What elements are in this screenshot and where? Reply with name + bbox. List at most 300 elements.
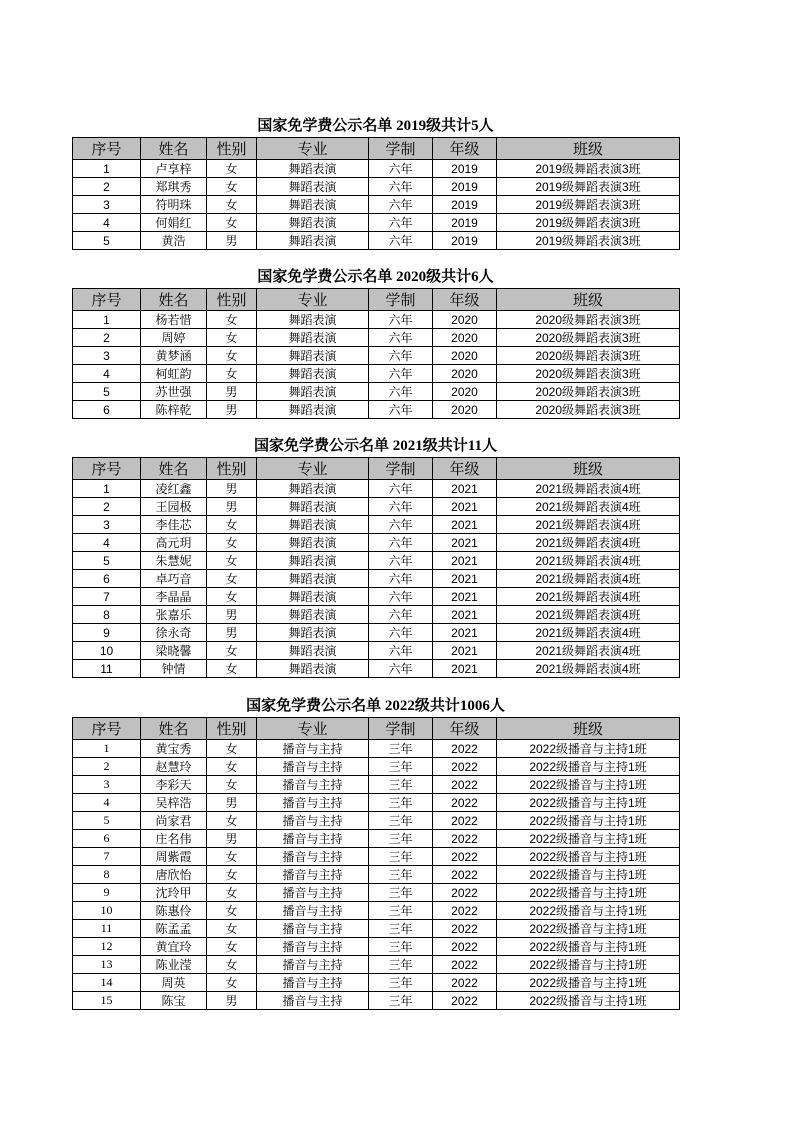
header-major: 专业 bbox=[257, 458, 369, 480]
cell-seq: 2 bbox=[73, 178, 141, 196]
cell-gender: 男 bbox=[207, 498, 257, 516]
cell-duration: 六年 bbox=[369, 214, 433, 232]
cell-class: 2020级舞蹈表演3班 bbox=[497, 365, 680, 383]
cell-name: 王园极 bbox=[141, 498, 207, 516]
header-gender: 性别 bbox=[207, 289, 257, 311]
cell-name: 黄浩 bbox=[141, 232, 207, 250]
table-row bbox=[73, 794, 680, 812]
cell-seq: 6 bbox=[73, 401, 141, 419]
header-seq: 序号 bbox=[73, 718, 141, 740]
cell-grade: 2020 bbox=[433, 383, 497, 401]
cell-grade: 2021 bbox=[433, 480, 497, 498]
cell-major: 播音与主持 bbox=[257, 794, 369, 812]
cell-major: 播音与主持 bbox=[257, 884, 369, 902]
cell-seq: 8 bbox=[73, 866, 141, 884]
cell-class: 2020级舞蹈表演3班 bbox=[497, 311, 680, 329]
cell-name: 周英 bbox=[141, 974, 207, 992]
header-gender: 性别 bbox=[207, 458, 257, 480]
cell-grade: 2022 bbox=[433, 974, 497, 992]
table-row bbox=[73, 498, 680, 516]
cell-class: 2019级舞蹈表演3班 bbox=[497, 160, 680, 178]
cell-duration: 六年 bbox=[369, 329, 433, 347]
table-row bbox=[73, 196, 680, 214]
cell-duration: 三年 bbox=[369, 794, 433, 812]
cell-gender: 女 bbox=[207, 588, 257, 606]
cell-gender: 女 bbox=[207, 178, 257, 196]
cell-name: 何娟红 bbox=[141, 214, 207, 232]
table-row bbox=[73, 516, 680, 534]
cell-class: 2022级播音与主持1班 bbox=[497, 884, 680, 902]
cell-major: 播音与主持 bbox=[257, 776, 369, 794]
cell-class: 2021级舞蹈表演4班 bbox=[497, 534, 680, 552]
cell-name: 杨若惜 bbox=[141, 311, 207, 329]
table-row bbox=[73, 992, 680, 1010]
cell-duration: 六年 bbox=[369, 311, 433, 329]
table-row bbox=[73, 232, 680, 250]
cell-class: 2021级舞蹈表演4班 bbox=[497, 660, 680, 678]
cell-grade: 2022 bbox=[433, 758, 497, 776]
cell-duration: 六年 bbox=[369, 383, 433, 401]
cell-gender: 女 bbox=[207, 534, 257, 552]
cell-duration: 六年 bbox=[369, 178, 433, 196]
roster-title: 国家免学费公示名单 2020级共计6人 bbox=[257, 269, 494, 285]
cell-major: 舞蹈表演 bbox=[257, 178, 369, 196]
cell-name: 李佳芯 bbox=[141, 516, 207, 534]
cell-name: 陈宝 bbox=[141, 992, 207, 1010]
table-row bbox=[73, 758, 680, 776]
table-row bbox=[73, 848, 680, 866]
cell-gender: 女 bbox=[207, 365, 257, 383]
cell-name: 陈孟孟 bbox=[141, 920, 207, 938]
cell-name: 黄宜玲 bbox=[141, 938, 207, 956]
cell-gender: 女 bbox=[207, 776, 257, 794]
cell-major: 舞蹈表演 bbox=[257, 365, 369, 383]
cell-major: 播音与主持 bbox=[257, 902, 369, 920]
cell-gender: 女 bbox=[207, 812, 257, 830]
cell-duration: 三年 bbox=[369, 776, 433, 794]
cell-major: 舞蹈表演 bbox=[257, 232, 369, 250]
cell-gender: 女 bbox=[207, 214, 257, 232]
cell-seq: 10 bbox=[73, 642, 141, 660]
cell-gender: 女 bbox=[207, 956, 257, 974]
roster-title: 国家免学费公示名单 2021级共计11人 bbox=[254, 438, 497, 454]
cell-grade: 2022 bbox=[433, 848, 497, 866]
cell-seq: 11 bbox=[73, 920, 141, 938]
cell-grade: 2022 bbox=[433, 776, 497, 794]
header-major: 专业 bbox=[257, 718, 369, 740]
cell-class: 2021级舞蹈表演4班 bbox=[497, 624, 680, 642]
cell-class: 2019级舞蹈表演3班 bbox=[497, 196, 680, 214]
header-major: 专业 bbox=[257, 138, 369, 160]
table-row bbox=[73, 401, 680, 419]
cell-name: 苏世强 bbox=[141, 383, 207, 401]
cell-gender: 女 bbox=[207, 347, 257, 365]
roster-2021 bbox=[72, 438, 679, 678]
header-grade: 年级 bbox=[433, 138, 497, 160]
cell-grade: 2022 bbox=[433, 866, 497, 884]
cell-grade: 2019 bbox=[433, 160, 497, 178]
table-row bbox=[73, 311, 680, 329]
table-row bbox=[73, 866, 680, 884]
header-class: 班级 bbox=[497, 458, 680, 480]
table-row bbox=[73, 365, 680, 383]
header-duration: 学制 bbox=[369, 458, 433, 480]
cell-grade: 2021 bbox=[433, 552, 497, 570]
table-row bbox=[73, 920, 680, 938]
cell-class: 2022级播音与主持1班 bbox=[497, 776, 680, 794]
cell-grade: 2022 bbox=[433, 794, 497, 812]
cell-gender: 男 bbox=[207, 480, 257, 498]
cell-major: 播音与主持 bbox=[257, 938, 369, 956]
header-seq: 序号 bbox=[73, 458, 141, 480]
cell-duration: 六年 bbox=[369, 401, 433, 419]
cell-name: 凌红鑫 bbox=[141, 480, 207, 498]
cell-gender: 男 bbox=[207, 794, 257, 812]
cell-grade: 2020 bbox=[433, 347, 497, 365]
cell-duration: 三年 bbox=[369, 848, 433, 866]
header-row bbox=[73, 289, 680, 311]
cell-gender: 女 bbox=[207, 902, 257, 920]
table-row bbox=[73, 938, 680, 956]
cell-major: 舞蹈表演 bbox=[257, 401, 369, 419]
cell-major: 舞蹈表演 bbox=[257, 606, 369, 624]
cell-grade: 2022 bbox=[433, 920, 497, 938]
cell-duration: 六年 bbox=[369, 160, 433, 178]
header-gender: 性别 bbox=[207, 718, 257, 740]
cell-gender: 女 bbox=[207, 329, 257, 347]
cell-seq: 1 bbox=[73, 160, 141, 178]
table-row bbox=[73, 347, 680, 365]
cell-seq: 2 bbox=[73, 498, 141, 516]
cell-class: 2021级舞蹈表演4班 bbox=[497, 606, 680, 624]
table-row bbox=[73, 624, 680, 642]
cell-duration: 三年 bbox=[369, 830, 433, 848]
table-row bbox=[73, 329, 680, 347]
table-row bbox=[73, 902, 680, 920]
cell-name: 陈业滢 bbox=[141, 956, 207, 974]
cell-name: 梁晓馨 bbox=[141, 642, 207, 660]
cell-duration: 六年 bbox=[369, 534, 433, 552]
roster-table bbox=[72, 288, 680, 419]
cell-major: 舞蹈表演 bbox=[257, 624, 369, 642]
cell-class: 2022级播音与主持1班 bbox=[497, 812, 680, 830]
cell-duration: 六年 bbox=[369, 660, 433, 678]
cell-name: 吴梓浩 bbox=[141, 794, 207, 812]
cell-seq: 1 bbox=[73, 740, 141, 758]
cell-major: 舞蹈表演 bbox=[257, 214, 369, 232]
header-class: 班级 bbox=[497, 718, 680, 740]
cell-gender: 女 bbox=[207, 740, 257, 758]
cell-name: 钟情 bbox=[141, 660, 207, 678]
cell-class: 2022级播音与主持1班 bbox=[497, 848, 680, 866]
cell-name: 唐欣怡 bbox=[141, 866, 207, 884]
table-row bbox=[73, 588, 680, 606]
cell-name: 李彩天 bbox=[141, 776, 207, 794]
cell-seq: 8 bbox=[73, 606, 141, 624]
cell-duration: 三年 bbox=[369, 938, 433, 956]
cell-grade: 2020 bbox=[433, 365, 497, 383]
cell-name: 卓巧音 bbox=[141, 570, 207, 588]
cell-major: 播音与主持 bbox=[257, 740, 369, 758]
cell-class: 2022级播音与主持1班 bbox=[497, 740, 680, 758]
roster-table bbox=[72, 137, 680, 250]
cell-class: 2022级播音与主持1班 bbox=[497, 956, 680, 974]
cell-grade: 2019 bbox=[433, 178, 497, 196]
cell-name: 卢享梓 bbox=[141, 160, 207, 178]
cell-major: 播音与主持 bbox=[257, 992, 369, 1010]
cell-duration: 六年 bbox=[369, 642, 433, 660]
cell-seq: 13 bbox=[73, 956, 141, 974]
table-row bbox=[73, 178, 680, 196]
cell-duration: 六年 bbox=[369, 606, 433, 624]
cell-name: 张嘉乐 bbox=[141, 606, 207, 624]
cell-name: 李晶晶 bbox=[141, 588, 207, 606]
cell-gender: 女 bbox=[207, 920, 257, 938]
header-class: 班级 bbox=[497, 138, 680, 160]
roster-table bbox=[72, 717, 680, 1010]
cell-seq: 1 bbox=[73, 480, 141, 498]
header-gender: 性别 bbox=[207, 138, 257, 160]
cell-name: 赵慧玲 bbox=[141, 758, 207, 776]
cell-grade: 2021 bbox=[433, 660, 497, 678]
table-row bbox=[73, 884, 680, 902]
cell-gender: 男 bbox=[207, 232, 257, 250]
table-row bbox=[73, 830, 680, 848]
cell-class: 2020级舞蹈表演3班 bbox=[497, 401, 680, 419]
cell-major: 播音与主持 bbox=[257, 866, 369, 884]
cell-duration: 三年 bbox=[369, 866, 433, 884]
cell-name: 庄名伟 bbox=[141, 830, 207, 848]
cell-seq: 7 bbox=[73, 588, 141, 606]
cell-major: 舞蹈表演 bbox=[257, 383, 369, 401]
cell-class: 2021级舞蹈表演4班 bbox=[497, 642, 680, 660]
cell-grade: 2022 bbox=[433, 740, 497, 758]
table-row bbox=[73, 214, 680, 232]
cell-gender: 女 bbox=[207, 938, 257, 956]
cell-duration: 三年 bbox=[369, 758, 433, 776]
cell-seq: 5 bbox=[73, 812, 141, 830]
cell-grade: 2021 bbox=[433, 624, 497, 642]
cell-duration: 六年 bbox=[369, 570, 433, 588]
table-row bbox=[73, 956, 680, 974]
table-row bbox=[73, 606, 680, 624]
cell-grade: 2022 bbox=[433, 902, 497, 920]
cell-class: 2022级播音与主持1班 bbox=[497, 794, 680, 812]
table-row bbox=[73, 660, 680, 678]
cell-class: 2021级舞蹈表演4班 bbox=[497, 570, 680, 588]
cell-seq: 5 bbox=[73, 383, 141, 401]
cell-gender: 女 bbox=[207, 311, 257, 329]
cell-name: 沈玲甲 bbox=[141, 884, 207, 902]
cell-seq: 4 bbox=[73, 534, 141, 552]
cell-class: 2021级舞蹈表演4班 bbox=[497, 516, 680, 534]
cell-class: 2021级舞蹈表演4班 bbox=[497, 588, 680, 606]
cell-name: 周紫霞 bbox=[141, 848, 207, 866]
cell-grade: 2022 bbox=[433, 884, 497, 902]
cell-major: 播音与主持 bbox=[257, 758, 369, 776]
cell-major: 舞蹈表演 bbox=[257, 570, 369, 588]
cell-grade: 2020 bbox=[433, 329, 497, 347]
cell-seq: 10 bbox=[73, 902, 141, 920]
cell-gender: 女 bbox=[207, 516, 257, 534]
cell-major: 舞蹈表演 bbox=[257, 480, 369, 498]
cell-gender: 女 bbox=[207, 974, 257, 992]
cell-duration: 三年 bbox=[369, 884, 433, 902]
cell-seq: 1 bbox=[73, 311, 141, 329]
cell-duration: 六年 bbox=[369, 552, 433, 570]
cell-seq: 4 bbox=[73, 214, 141, 232]
header-name: 姓名 bbox=[141, 289, 207, 311]
header-name: 姓名 bbox=[141, 138, 207, 160]
cell-seq: 7 bbox=[73, 848, 141, 866]
cell-major: 舞蹈表演 bbox=[257, 498, 369, 516]
cell-gender: 男 bbox=[207, 401, 257, 419]
cell-grade: 2021 bbox=[433, 516, 497, 534]
header-row bbox=[73, 718, 680, 740]
cell-grade: 2021 bbox=[433, 534, 497, 552]
cell-grade: 2022 bbox=[433, 992, 497, 1010]
cell-grade: 2021 bbox=[433, 498, 497, 516]
roster-2022 bbox=[72, 698, 679, 1010]
cell-class: 2022级播音与主持1班 bbox=[497, 992, 680, 1010]
cell-name: 尚家君 bbox=[141, 812, 207, 830]
cell-gender: 男 bbox=[207, 624, 257, 642]
cell-seq: 9 bbox=[73, 624, 141, 642]
cell-gender: 男 bbox=[207, 830, 257, 848]
cell-gender: 女 bbox=[207, 758, 257, 776]
cell-grade: 2019 bbox=[433, 214, 497, 232]
roster-title: 国家免学费公示名单 2019级共计5人 bbox=[257, 118, 494, 134]
cell-grade: 2020 bbox=[433, 311, 497, 329]
cell-gender: 男 bbox=[207, 606, 257, 624]
cell-seq: 12 bbox=[73, 938, 141, 956]
cell-class: 2019级舞蹈表演3班 bbox=[497, 214, 680, 232]
header-seq: 序号 bbox=[73, 289, 141, 311]
cell-class: 2020级舞蹈表演3班 bbox=[497, 347, 680, 365]
cell-major: 舞蹈表演 bbox=[257, 347, 369, 365]
cell-class: 2022级播音与主持1班 bbox=[497, 938, 680, 956]
cell-duration: 六年 bbox=[369, 498, 433, 516]
cell-seq: 9 bbox=[73, 884, 141, 902]
cell-seq: 2 bbox=[73, 758, 141, 776]
cell-gender: 男 bbox=[207, 992, 257, 1010]
cell-seq: 11 bbox=[73, 660, 141, 678]
cell-duration: 六年 bbox=[369, 624, 433, 642]
cell-name: 陈梓乾 bbox=[141, 401, 207, 419]
header-seq: 序号 bbox=[73, 138, 141, 160]
table-row bbox=[73, 812, 680, 830]
cell-seq: 6 bbox=[73, 570, 141, 588]
cell-duration: 六年 bbox=[369, 365, 433, 383]
cell-major: 舞蹈表演 bbox=[257, 534, 369, 552]
cell-duration: 三年 bbox=[369, 740, 433, 758]
cell-grade: 2021 bbox=[433, 588, 497, 606]
header-duration: 学制 bbox=[369, 718, 433, 740]
cell-major: 舞蹈表演 bbox=[257, 642, 369, 660]
header-name: 姓名 bbox=[141, 458, 207, 480]
cell-major: 舞蹈表演 bbox=[257, 329, 369, 347]
cell-seq: 2 bbox=[73, 329, 141, 347]
cell-class: 2021级舞蹈表演4班 bbox=[497, 552, 680, 570]
cell-gender: 女 bbox=[207, 866, 257, 884]
header-class: 班级 bbox=[497, 289, 680, 311]
cell-name: 符明珠 bbox=[141, 196, 207, 214]
cell-seq: 15 bbox=[73, 992, 141, 1010]
table-row bbox=[73, 534, 680, 552]
cell-seq: 14 bbox=[73, 974, 141, 992]
header-major: 专业 bbox=[257, 289, 369, 311]
table-row bbox=[73, 570, 680, 588]
cell-major: 播音与主持 bbox=[257, 848, 369, 866]
cell-grade: 2022 bbox=[433, 938, 497, 956]
cell-major: 舞蹈表演 bbox=[257, 516, 369, 534]
cell-class: 2020级舞蹈表演3班 bbox=[497, 383, 680, 401]
cell-major: 舞蹈表演 bbox=[257, 660, 369, 678]
cell-gender: 女 bbox=[207, 848, 257, 866]
cell-gender: 男 bbox=[207, 383, 257, 401]
table-row bbox=[73, 740, 680, 758]
cell-major: 舞蹈表演 bbox=[257, 588, 369, 606]
header-grade: 年级 bbox=[433, 458, 497, 480]
cell-name: 柯虹韵 bbox=[141, 365, 207, 383]
cell-grade: 2019 bbox=[433, 232, 497, 250]
cell-class: 2022级播音与主持1班 bbox=[497, 758, 680, 776]
cell-seq: 3 bbox=[73, 516, 141, 534]
cell-duration: 六年 bbox=[369, 196, 433, 214]
cell-major: 舞蹈表演 bbox=[257, 160, 369, 178]
cell-gender: 女 bbox=[207, 570, 257, 588]
cell-name: 高元玥 bbox=[141, 534, 207, 552]
cell-major: 播音与主持 bbox=[257, 920, 369, 938]
cell-seq: 3 bbox=[73, 347, 141, 365]
cell-duration: 六年 bbox=[369, 588, 433, 606]
table-row bbox=[73, 776, 680, 794]
cell-name: 郑琪秀 bbox=[141, 178, 207, 196]
header-duration: 学制 bbox=[369, 138, 433, 160]
cell-name: 朱慧妮 bbox=[141, 552, 207, 570]
cell-duration: 六年 bbox=[369, 480, 433, 498]
cell-name: 周婷 bbox=[141, 329, 207, 347]
table-row bbox=[73, 974, 680, 992]
cell-seq: 3 bbox=[73, 196, 141, 214]
cell-duration: 三年 bbox=[369, 812, 433, 830]
cell-class: 2022级播音与主持1班 bbox=[497, 920, 680, 938]
header-row bbox=[73, 138, 680, 160]
cell-grade: 2021 bbox=[433, 642, 497, 660]
cell-seq: 4 bbox=[73, 365, 141, 383]
cell-seq: 5 bbox=[73, 232, 141, 250]
roster-2019 bbox=[72, 118, 679, 250]
cell-major: 播音与主持 bbox=[257, 956, 369, 974]
cell-seq: 4 bbox=[73, 794, 141, 812]
cell-seq: 3 bbox=[73, 776, 141, 794]
cell-class: 2022级播音与主持1班 bbox=[497, 974, 680, 992]
cell-class: 2021级舞蹈表演4班 bbox=[497, 498, 680, 516]
cell-class: 2019级舞蹈表演3班 bbox=[497, 178, 680, 196]
header-name: 姓名 bbox=[141, 718, 207, 740]
cell-gender: 女 bbox=[207, 552, 257, 570]
cell-grade: 2022 bbox=[433, 956, 497, 974]
cell-major: 播音与主持 bbox=[257, 974, 369, 992]
table-row bbox=[73, 642, 680, 660]
cell-duration: 三年 bbox=[369, 902, 433, 920]
cell-class: 2022级播音与主持1班 bbox=[497, 902, 680, 920]
roster-table bbox=[72, 457, 680, 678]
roster-2020 bbox=[72, 269, 679, 419]
cell-class: 2019级舞蹈表演3班 bbox=[497, 232, 680, 250]
cell-seq: 5 bbox=[73, 552, 141, 570]
cell-class: 2021级舞蹈表演4班 bbox=[497, 480, 680, 498]
